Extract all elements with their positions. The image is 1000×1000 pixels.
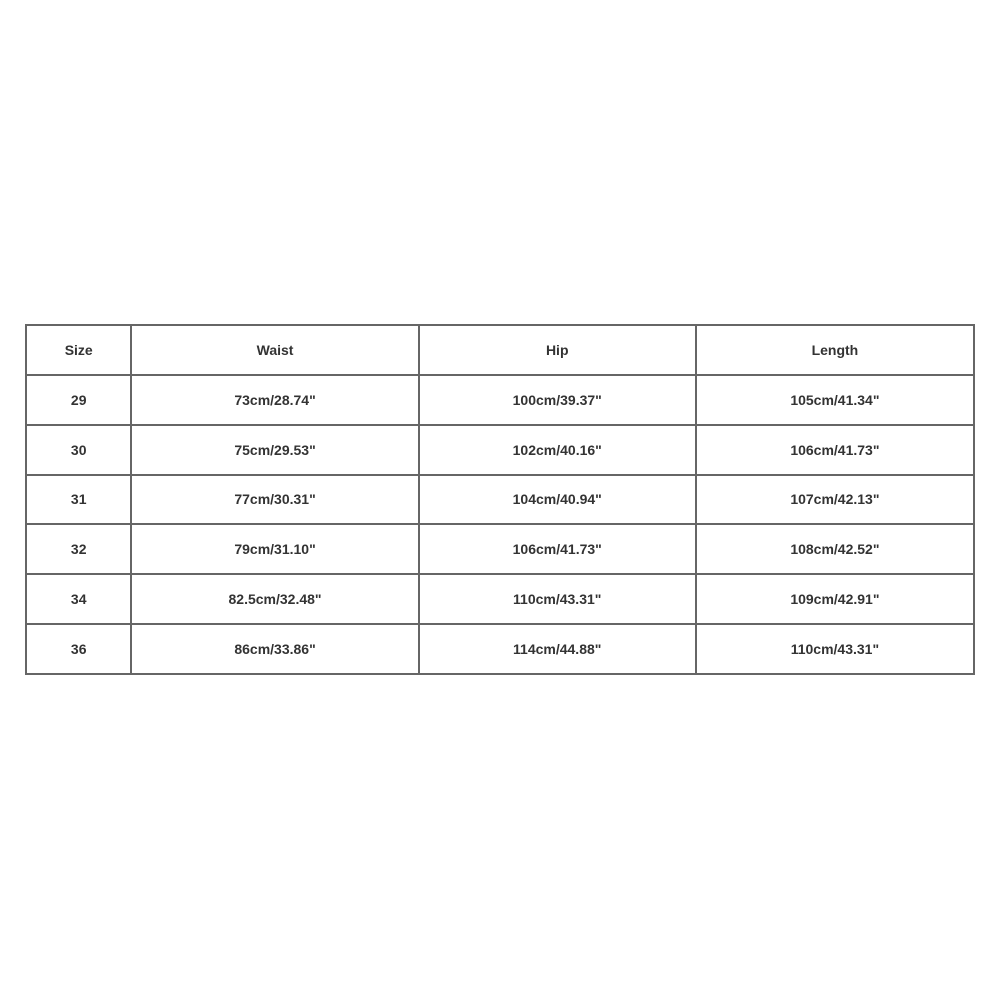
cell-waist: 75cm/29.53"	[131, 425, 418, 475]
table-row	[26, 475, 974, 525]
table-row	[26, 375, 974, 425]
header-size: Size	[26, 325, 131, 375]
cell-size: 31	[26, 475, 131, 525]
table-header-row	[26, 325, 974, 375]
cell-hip: 100cm/39.37"	[419, 375, 696, 425]
cell-length: 107cm/42.13"	[696, 475, 974, 525]
cell-length: 106cm/41.73"	[696, 425, 974, 475]
table-row	[26, 425, 974, 475]
cell-size: 30	[26, 425, 131, 475]
cell-waist: 86cm/33.86"	[131, 624, 418, 674]
cell-size: 34	[26, 574, 131, 624]
cell-size: 36	[26, 624, 131, 674]
cell-length: 110cm/43.31"	[696, 624, 974, 674]
cell-size: 29	[26, 375, 131, 425]
cell-hip: 106cm/41.73"	[419, 524, 696, 574]
table-row	[26, 574, 974, 624]
header-waist: Waist	[131, 325, 418, 375]
cell-waist: 79cm/31.10"	[131, 524, 418, 574]
cell-waist: 77cm/30.31"	[131, 475, 418, 525]
cell-hip: 114cm/44.88"	[419, 624, 696, 674]
cell-size: 32	[26, 524, 131, 574]
cell-hip: 104cm/40.94"	[419, 475, 696, 525]
cell-length: 109cm/42.91"	[696, 574, 974, 624]
cell-waist: 82.5cm/32.48"	[131, 574, 418, 624]
cell-length: 108cm/42.52"	[696, 524, 974, 574]
cell-waist: 73cm/28.74"	[131, 375, 418, 425]
size-chart-table	[25, 324, 975, 675]
cell-hip: 102cm/40.16"	[419, 425, 696, 475]
header-hip: Hip	[419, 325, 696, 375]
cell-hip: 110cm/43.31"	[419, 574, 696, 624]
table-row	[26, 524, 974, 574]
header-length: Length	[696, 325, 974, 375]
table-row	[26, 624, 974, 674]
cell-length: 105cm/41.34"	[696, 375, 974, 425]
